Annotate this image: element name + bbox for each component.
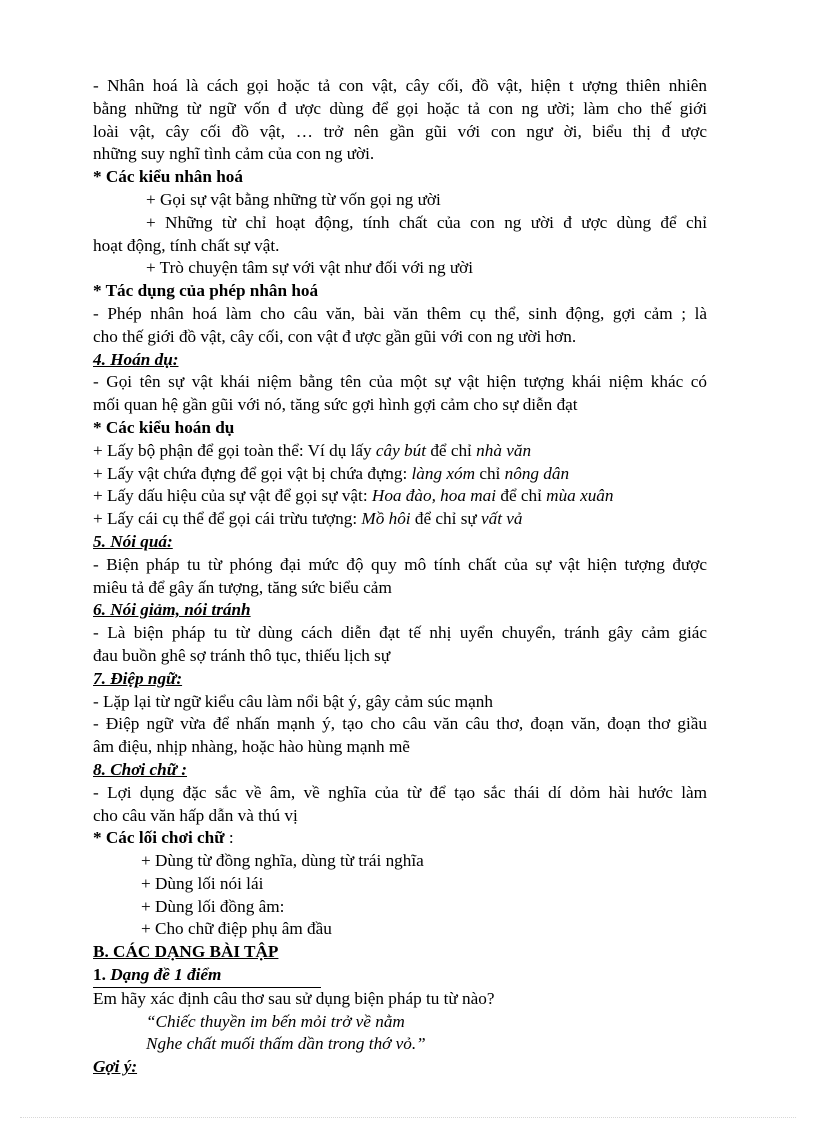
item-text: để chỉ: [426, 440, 477, 460]
text-line: - Nhân hoá là cách gọi hoặc tả con vật, cây cối, đồ vật, hiện t ượng thiên nhiên: [93, 76, 707, 95]
list-item: [93, 508, 707, 531]
example-text: nhà văn: [476, 440, 532, 460]
repetition-heading: 7. Điệp ngữ:: [93, 668, 183, 688]
euphemism-definition: [93, 622, 707, 668]
text-line: - Là biện pháp tu từ dùng cách diễn đạt tế nhị uyển chuyển, tránh gây cảm giác: [93, 623, 707, 643]
item-text: + Lấy vật chứa đựng để gọi vật bị chứa đựng:: [93, 463, 412, 483]
text-line: - Biện pháp tu từ phóng đại mức độ quy mô tính chất của sự vật hiện tượng được: [93, 554, 707, 574]
metonymy-heading: 4. Hoán dụ:: [93, 349, 179, 369]
list-item: [93, 485, 707, 508]
text-line: - Gọi tên sự vật khái niệm bằng tên của một sự vật hiện tượng khái niệm khác có: [93, 372, 707, 392]
text-line: loài vật, cây cối đồ vật, … trở nên gần gũi với con ngư ời, biểu thị đ ược: [93, 121, 707, 141]
hyperbole-definition: [93, 554, 707, 600]
example-text: mùa xuân: [546, 486, 614, 506]
text-line: - Lợi dụng đặc sắc về âm, về nghĩa của từ để tạo sắc thái dí dỏm hài hước làm: [93, 782, 707, 802]
poem-line: Nghe chất muối thấm dần trong thớ vỏ.”: [146, 1034, 426, 1054]
page-bottom-divider: [20, 1117, 796, 1119]
exercise-name: Dạng đề 1 điểm: [110, 965, 222, 985]
personification-kinds-heading: * Các kiểu nhân hoá: [93, 167, 243, 187]
text-line: cho câu văn hấp dẫn và thú vị: [93, 805, 298, 825]
heading-text: * Các lối chơi chữ: [93, 828, 225, 848]
list-item: + Gọi sự vật bằng những từ vốn gọi ng ười: [146, 189, 441, 209]
exercise-type-heading: [93, 964, 707, 988]
text-line: đau buồn ghê sợ tránh thô tục, thiếu lịch sự: [93, 645, 391, 665]
item-text: chỉ: [475, 463, 505, 483]
item-text: để chỉ sự: [410, 509, 481, 529]
exercise-type-title: [93, 964, 321, 988]
text-line: miêu tả để gây ấn tượng, tăng sức biểu cảm: [93, 577, 392, 597]
repetition-definition: [93, 691, 707, 759]
list-item: + Dùng lối nói lái: [141, 873, 264, 893]
exercise-number: 1.: [93, 965, 111, 985]
wordplay-definition: [93, 782, 707, 828]
text-line: mối quan hệ gần gũi với nó, tăng sức gợi hình gợi cảm cho sự diễn đạt: [93, 395, 578, 415]
example-text: vất vả: [481, 509, 523, 529]
metonymy-kinds-heading: * Các kiểu hoán dụ: [93, 417, 235, 437]
personification-definition: [93, 75, 707, 166]
text-line: cho thế giới đồ vật, cây cối, con vật đ ược gần gũi với con ng ười hơn.: [93, 326, 577, 346]
list-item: + Dùng từ đồng nghĩa, dùng từ trái nghĩa: [141, 851, 424, 871]
example-text: nông dân: [504, 463, 570, 483]
item-text: + Lấy dấu hiệu của sự vật để gọi sự vật:: [93, 486, 372, 506]
list-item: [93, 440, 707, 463]
text-line: - Điệp ngữ vừa để nhấn mạnh ý, tạo cho câu văn câu thơ, đoạn văn, đoạn thơ giầu: [93, 714, 707, 734]
euphemism-heading: 6. Nói giảm, nói tránh: [93, 600, 251, 620]
text-line: hoạt động, tính chất sự vật.: [93, 235, 280, 255]
text-line: âm điệu, nhịp nhàng, hoặc hào hùng mạnh mẽ: [93, 737, 410, 757]
text-line: những suy nghĩ tình cảm của con ng ười.: [93, 144, 375, 164]
example-text: làng xóm: [411, 463, 476, 483]
hint-heading: Gợi ý:: [93, 1057, 138, 1077]
example-text: Hoa đào, hoa mai: [371, 486, 497, 506]
hyperbole-heading: 5. Nói quá:: [93, 531, 173, 551]
text-line: bằng những từ ngữ vốn đ ược dùng để gọi hoặc tả con ng ười; làm cho thế giới: [93, 98, 707, 118]
item-text: để chỉ: [496, 486, 547, 506]
personification-effect-heading: * Tác dụng của phép nhân hoá: [93, 281, 319, 301]
example-text: Mồ hôi: [361, 509, 411, 529]
text-line: + Những từ chỉ hoạt động, tính chất của con ng ười đ ược dùng để chỉ: [146, 212, 707, 232]
list-item: + Trò chuyện tâm sự với vật như đối với ng ười: [146, 258, 474, 278]
wordplay-heading: 8. Chơi chữ :: [93, 759, 188, 779]
poem-line: “Chiếc thuyền im bến mỏi trở về nằm: [146, 1011, 405, 1031]
list-item: + Dùng lối đồng âm:: [141, 896, 285, 916]
wordplay-kinds-heading: [93, 827, 707, 850]
exercise-question: Em hãy xác định câu thơ sau sử dụng biện pháp tu từ nào?: [93, 988, 495, 1008]
personification-effect-text: [93, 303, 707, 349]
text-line: - Lặp lại từ ngữ kiểu câu làm nổi bật ý, gây cảm súc mạnh: [93, 691, 493, 711]
list-item: [93, 212, 707, 258]
section-b-heading: B. CÁC DẠNG BÀI TẬP: [93, 942, 279, 962]
heading-punct: :: [224, 828, 234, 848]
document-page: [93, 75, 707, 1079]
list-item: [93, 463, 707, 486]
list-item: + Cho chữ điệp phụ âm đầu: [141, 919, 332, 939]
example-text: cây bút: [375, 440, 427, 460]
metonymy-definition: [93, 371, 707, 417]
text-line: - Phép nhân hoá làm cho câu văn, bài văn thêm cụ thể, sinh động, gợi cảm ; là: [93, 303, 707, 323]
item-text: + Lấy cái cụ thể để gọi cái trừu tượng:: [93, 509, 362, 529]
item-text: + Lấy bộ phận để gọi toàn thể: Ví dụ lấy: [93, 440, 376, 460]
